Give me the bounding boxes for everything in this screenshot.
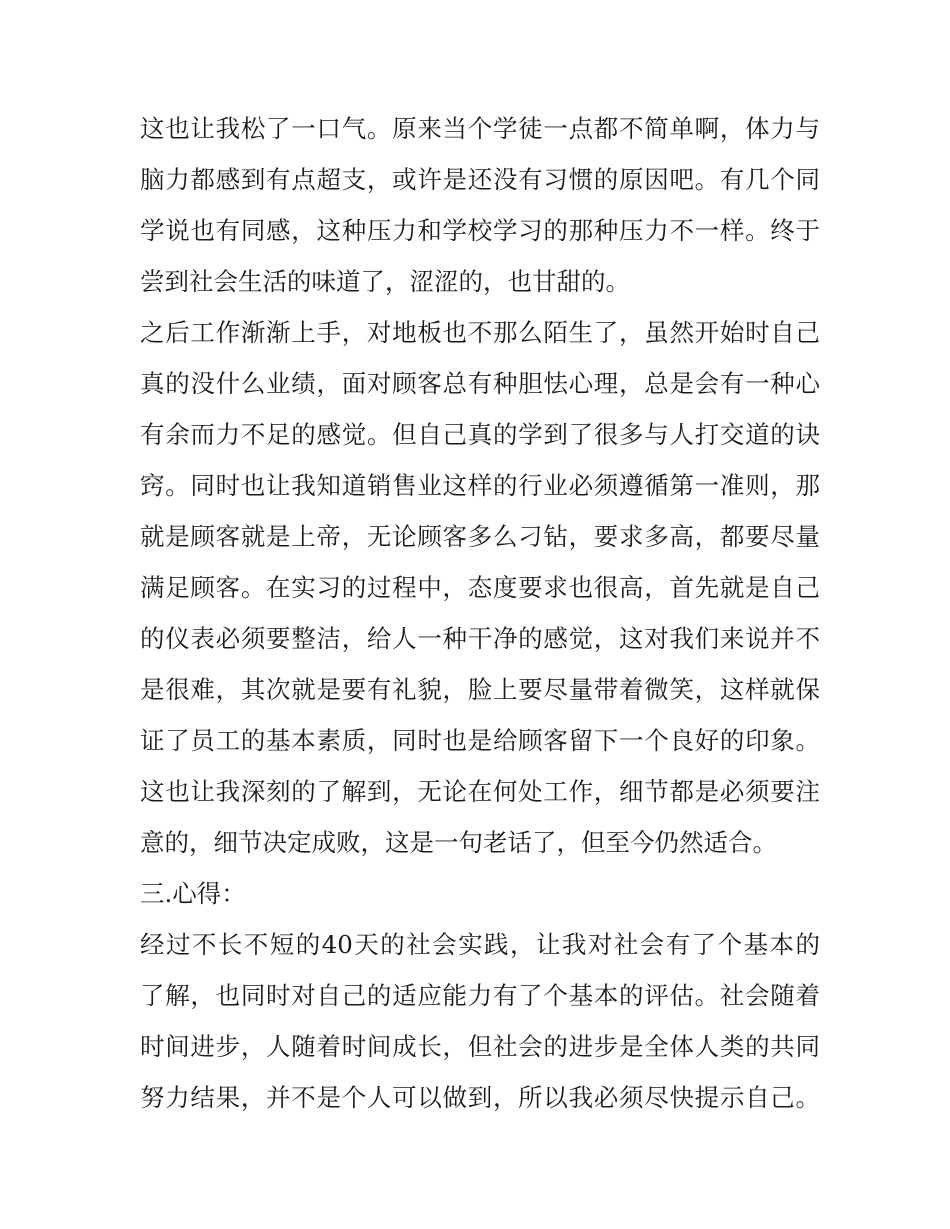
text-line: 窍。同时也让我知道销售业这样的行业必须遵循第一准则，那 [140, 471, 820, 500]
document-body [140, 103, 820, 1123]
text-line: 之后工作渐渐上手，对地板也不那么陌生了，虽然开始时自己 [140, 318, 820, 347]
text-line: 时间进步，人随着时间成长，但社会的进步是全体人类的共同 [140, 1032, 820, 1061]
text-line: 尝到社会生活的味道了，涩涩的，也甘甜的。 [140, 267, 630, 296]
text-line: 意的，细节决定成败，这是一句老话了，但至今仍然适合。 [140, 828, 777, 857]
text-line: 学说也有同感，这种压力和学校学习的那种压力不一样。终于 [140, 216, 820, 245]
text-line: 了解，也同时对自己的适应能力有了个基本的评估。社会随着 [140, 981, 820, 1010]
text-line: 这也让我松了一口气。原来当个学徒一点都不简单啊，体力与 [140, 114, 820, 143]
text-line: 证了员工的基本素质，同时也是给顾客留下一个良好的印象。 [140, 726, 820, 755]
text-line: 的仪表必须要整洁，给人一种干净的感觉，这对我们来说并不 [140, 624, 820, 653]
text-line: 就是顾客就是上帝，无论顾客多么刁钻，要求多高，都要尽量 [140, 522, 820, 551]
text-line: 脑力都感到有点超支，或许是还没有习惯的原因吧。有几个同 [140, 165, 820, 194]
text-line: 真的没什么业绩，面对顾客总有种胆怯心理，总是会有一种心 [140, 369, 820, 398]
text-line: 这也让我深刻的了解到，无论在何处工作，细节都是必须要注 [140, 777, 820, 806]
text-line: 有余而力不足的感觉。但自己真的学到了很多与人打交道的诀 [140, 420, 820, 449]
section-heading: 三.心得： [140, 879, 246, 908]
text-line: 努力结果，并不是个人可以做到，所以我必须尽快提示自己。 [140, 1083, 820, 1112]
text-line: 满足顾客。在实习的过程中，态度要求也很高，首先就是自己 [140, 573, 820, 602]
text-line: 是很难，其次就是要有礼貌，脸上要尽量带着微笑，这样就保 [140, 675, 820, 704]
text-line: 经过不长不短的40天的社会实践，让我对社会有了个基本的 [140, 930, 820, 959]
